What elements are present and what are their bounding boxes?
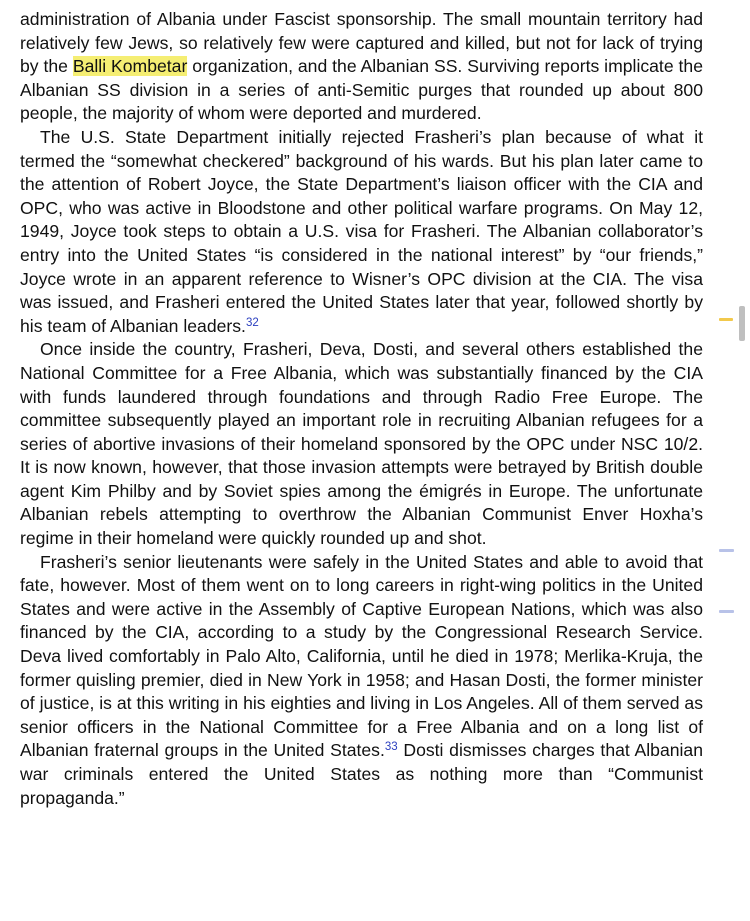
text-run: Once inside the country, Frasheri, Deva, Dosti, and several others established the National Committee for a Free Albania, which was substantially financed by the CIA with funds laundered through foundations and through Radio Free Europe. The committee subsequently played an important role in recruiting Albanian refugees for a series of abortive invasions of their homeland sponsored by the OPC under NSC 10/2. It is now known, however, that those invasion attempts were betrayed by British double agent Kim Philby and by Soviet spies among the émigrés in Europe. The unfortunate Albanian rebels attempting to overthrow the Albanian Communist Enver Hoxha’s regime in their homeland were quickly rounded up and shot. [20,339,703,549]
paragraph-2 [20,126,703,338]
note-marker[interactable] [719,610,734,613]
text-run: The U.S. State Department initially rejected Frasheri’s plan because of what it termed the “somewhat checkered” background of his wards. But his plan later came to the attention of Robert Joyce, the State Department’s liaison officer with the CIA and OPC, who was active in Bloodstone and other political warfare programs. On May 12, 1949, Joyce took steps to obtain a U.S. visa for Frasheri. The Albanian collaborator’s entry into the United States “is considered in the national interest” by “our friends,” Joyce wrote in an apparent reference to Wisner’s OPC division at the CIA. The visa was issued, and Frasheri entered the United States later that year, followed shortly by his team of Albanian leaders. [20,126,703,336]
text-run: organization, and the Albanian SS. Surviving reports implicate the Albanian SS division in a series of anti-Semitic purges that rounded up about 800 people, the majority of whom were deported and murdered. [20,56,703,124]
text-run: Frasheri’s senior lieutenants were safely in the United States and able to avoid that fate, however. Most of them went on to long careers in right-wing politics in the United States and were active in the Assembly of Captive European Nations, which was also financed by the CIA, according to a study by the Congressional Research Service. Deva lived comfortably in Palo Alto, California, until he died in 1978; Merlika-Kruja, the former quisling premier, died in New York in 1958; and Hasan Dosti, the former minister of justice, is at this writing in his eighties and living in Los Angeles. All of them served as senior officers in the National Committee for a Free Albania and on a long list of Albanian fraternal groups in the United States. [20,551,703,761]
scrollbar-thumb[interactable] [739,306,745,341]
footnote-link-32[interactable]: 32 [245,316,259,329]
note-marker[interactable] [719,549,734,552]
highlighted-text[interactable]: Balli Kombetar [72,56,188,77]
highlight-marker[interactable] [719,318,733,321]
text-run: Dosti dismisses charges that Albanian war criminals entered the United States as nothing more than “Communist propaganda.” [20,740,703,808]
paragraph-1 [20,8,703,126]
footnote-link-33[interactable]: 33 [384,741,398,754]
paragraph-4 [20,551,703,811]
document-body [20,8,703,810]
paragraph-3 [20,338,703,550]
text-run: administration of Albania under Fascist sponsorship. The small mountain territory had relatively few Jews, so relatively few were captured and killed, but not for lack of trying by the [20,9,703,77]
